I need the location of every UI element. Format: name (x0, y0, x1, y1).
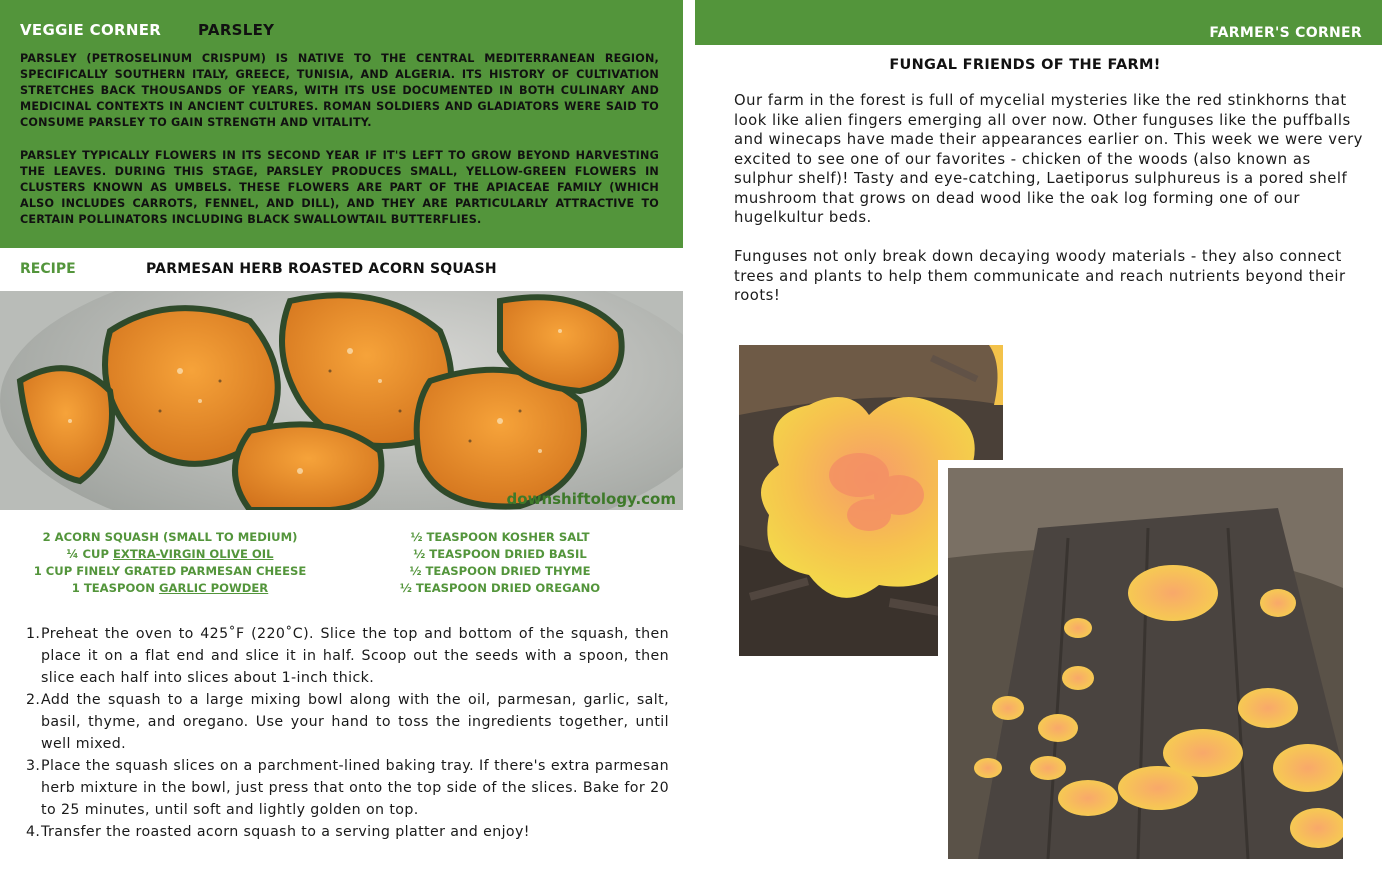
ingredient-item (20, 546, 320, 563)
ingredient-text: ¼ CUP (66, 547, 114, 561)
step-text: Place the squash slices on a parchment-lined baking tray. If there's extra parmesan herb mixture in the bowl, just press that onto the top side of the slices. Bake for 20 to 25 minutes, until soft and lightly golden on top. (41, 758, 669, 818)
mushroom-photo-2 (948, 468, 1343, 859)
ingredient-item (20, 580, 320, 597)
squash-photo (0, 291, 683, 510)
step-text: Preheat the oven to 425˚F (220˚C). Slice the top and bottom of the squash, then place it on a flat end and slice it in half. Scoop out the seeds with a spoon, then slice each half into slices about 1-inch thick. (41, 626, 669, 686)
ingredient-item (20, 563, 320, 580)
ingredient-text: 1 CUP FINELY GRATED PARMESAN CHEESE (33, 564, 307, 578)
farmers-corner-label: FARMER'S CORNER (1209, 25, 1362, 41)
step-number: 4. (26, 824, 41, 840)
veggie-title: PARSLEY (198, 21, 275, 39)
ingredient-link[interactable]: EXTRA-VIRGIN OLIVE OIL (113, 547, 274, 561)
veggie-paragraph-1: PARSLEY (PETROSELINUM CRISPUM) IS NATIVE TO THE CENTRAL MEDITERRANEAN REGION, SPECIFICALLY SOUTHERN ITALY, GREECE, TUNISIA, AND ALGERIA. ITS HISTORY OF CULTIVATION STRETCHES BACK THOUSANDS OF YEARS, WITH ITS USE DOCUMENTED IN BOTH CULINARY AND MEDICINAL CONTEXTS IN ANCIENT CULTURES. ROMAN SOLDIERS AND GLADIATORS WERE SAID TO CONSUME PARSLEY TO GAIN STRENGTH AND VITALITY. (20, 52, 659, 129)
veggie-paragraph-2: PARSLEY TYPICALLY FLOWERS IN ITS SECOND YEAR IF IT'S LEFT TO GROW BEYOND HARVESTING THE LEAVES. DURING THIS STAGE, PARSLEY PRODUCES SMALL, YELLOW-GREEN FLOWERS IN CLUSTERS KNOWN AS UMBELS. THESE FLOWERS ARE PART OF THE APIACEAE FAMILY (WHICH ALSO INCLUDES CARROTS, FENNEL, AND DILL), AND THEY ARE PARTICULARLY ATTRACTIVE TO CERTAIN POLLINATORS INCLUDING BLACK SWALLOWTAIL BUTTERFLIES. (20, 149, 659, 226)
step-text: Transfer the roasted acorn squash to a serving platter and enjoy! (41, 824, 530, 840)
farmer-paragraph-1: Our farm in the forest is full of mycelial mysteries like the red stinkhorns that look like alien fingers emerging all over now. Other funguses like the puffballs and winecaps have made their appearances earlier on. This week we were very excited to see one of our favorites - chicken of the woods (also known as sulphur shelf)! Tasty and eye-catching, Laetiporus sulphureus is a pored shelf mushroom that grows on dead wood like the oak log forming one of our hugelkultur beds. (734, 92, 1363, 226)
ingredient-item: ½ TEASPOON DRIED OREGANO (399, 581, 601, 595)
ingredient-item: ½ TEASPOON DRIED BASIL (413, 547, 587, 561)
ingredient-text: 1 TEASPOON (71, 581, 159, 595)
farmer-title: FUNGAL FRIENDS OF THE FARM! (889, 57, 1161, 73)
step-number: 1. (26, 626, 41, 642)
ingredients-left (20, 529, 320, 597)
recipe-title: PARMESAN HERB ROASTED ACORN SQUASH (146, 261, 497, 277)
recipe-label: RECIPE (20, 261, 76, 277)
ingredient-item: ½ TEASPOON DRIED THYME (409, 564, 591, 578)
farmer-paragraph-2: Funguses not only break down decaying woody materials - they also connect trees and plants to help them communicate and reach nutrients beyond their roots! (734, 248, 1346, 304)
ingredient-text: 2 ACORN SQUASH (SMALL TO MEDIUM) (42, 530, 298, 544)
recipe-step (26, 623, 669, 689)
ingredient-link[interactable]: GARLIC POWDER (158, 581, 269, 595)
ingredient-item: ½ TEASPOON KOSHER SALT (410, 530, 590, 544)
recipe-step (26, 821, 669, 843)
farmers-corner-bar (695, 0, 1382, 45)
recipe-step (26, 689, 669, 755)
step-number: 3. (26, 758, 41, 774)
recipe-step (26, 755, 669, 821)
ingredient-item (20, 529, 320, 546)
step-text: Add the squash to a large mixing bowl along with the oil, parmesan, garlic, salt, basil, thyme, and oregano. Use your hand to toss the ingredients together, until well mixed. (41, 692, 669, 752)
ingredients-right (360, 529, 640, 597)
squash-photo-watermark: downshiftology.com (506, 490, 676, 508)
step-number: 2. (26, 692, 41, 708)
veggie-corner-label: VEGGIE CORNER (20, 21, 162, 39)
recipe-steps (26, 623, 669, 843)
